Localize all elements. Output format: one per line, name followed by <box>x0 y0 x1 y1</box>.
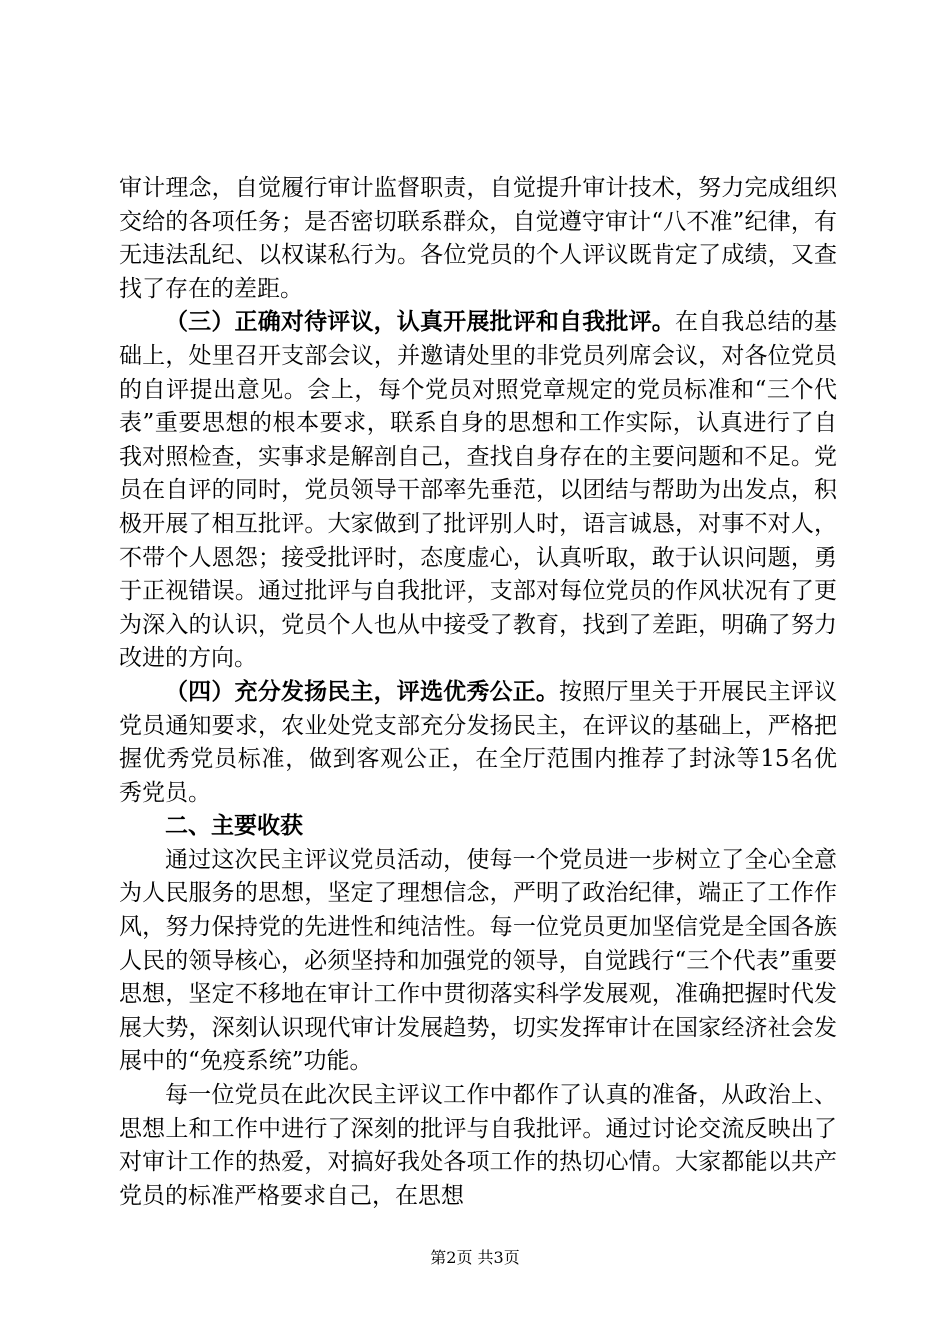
section-heading-main-gains: 二、主要收获 <box>165 813 303 840</box>
document-body <box>119 172 837 1213</box>
paragraph-gains-one <box>119 844 837 1079</box>
page-number-label: 第2页 共3页 <box>430 1248 520 1267</box>
paragraph-section-four <box>119 676 837 810</box>
paragraph-section-three <box>119 306 837 676</box>
paragraph-text: 每一位党员在此次民主评议工作中都作了认真的准备，从政治上、思想上和工作中进行了深刻的批评与自我批评。通过讨论交流反映出了对审计工作的热爱，对搞好我处各项工作的热切心情。大家都能以共产党员的标准严格要求自己，在思想 <box>119 1082 837 1209</box>
section-four-heading: （四）充分发扬民主，评选优秀公正。 <box>165 678 560 705</box>
paragraph-text: 通过这次民主评议党员活动，使每一个党员进一步树立了全心全意为人民服务的思想，坚定了理想信念，严明了政治纪律，端正了工作作风，努力保持党的先进性和纯洁性。每一位党员更加坚信党是全国各族人民的领导核心，必须坚持和加强党的领导，自觉践行“三个代表”重要思想，坚定不移地在审计工作中贯彻落实科学发展观，准确把握时代发展大势，深刻认识现代审计发展趋势，切实发挥审计在国家经济社会发展中的“免疫系统”功能。 <box>119 846 837 1075</box>
paragraph-gains-two <box>119 1079 837 1213</box>
paragraph-text: 审计理念，自觉履行审计监督职责，自觉提升审计技术，努力完成组织交给的各项任务；是否密切联系群众，自觉遵守审计“八不准”纪律，有无违法乱纪、以权谋私行为。各位党员的个人评议既肯定了成绩，又查找了存在的差距。 <box>119 175 837 302</box>
section-three-heading: （三）正确对待评议，认真开展批评和自我批评。 <box>165 309 675 336</box>
page-footer <box>0 1245 950 1268</box>
paragraph-text: 按照厅里关于开展民主评议党员通知要求，农业处党支部充分发扬民主，在评议的基础上，严格把握优秀党员标准，做到客观公正，在全厅范围内推荐了封泳等15名优秀党员。 <box>119 678 838 806</box>
paragraph-continuation <box>119 172 837 306</box>
paragraph-text: 在自我总结的基础上，处里召开支部会议，并邀请处里的非党员列席会议，对各位党员的自评提出意见。会上，每个党员对照党章规定的党员标准和“三个代表”重要思想的根本要求，联系自身的思想和工作实际，认真进行了自我对照检查，实事求是解剖自己，查找自身存在的主要问题和不足。党员在自评的同时，党员领导干部率先垂范，以团结与帮助为出发点，积极开展了相互批评。大家做到了批评别人时，语言诚恳，对事不对人，不带个人恩怨；接受批评时，态度虚心，认真听取，敢于认识问题，勇于正视错误。通过批评与自我批评，支部对每位党员的作风状况有了更为深入的认识，党员个人也从中接受了教育，找到了差距，明确了努力改进的方向。 <box>119 309 838 672</box>
